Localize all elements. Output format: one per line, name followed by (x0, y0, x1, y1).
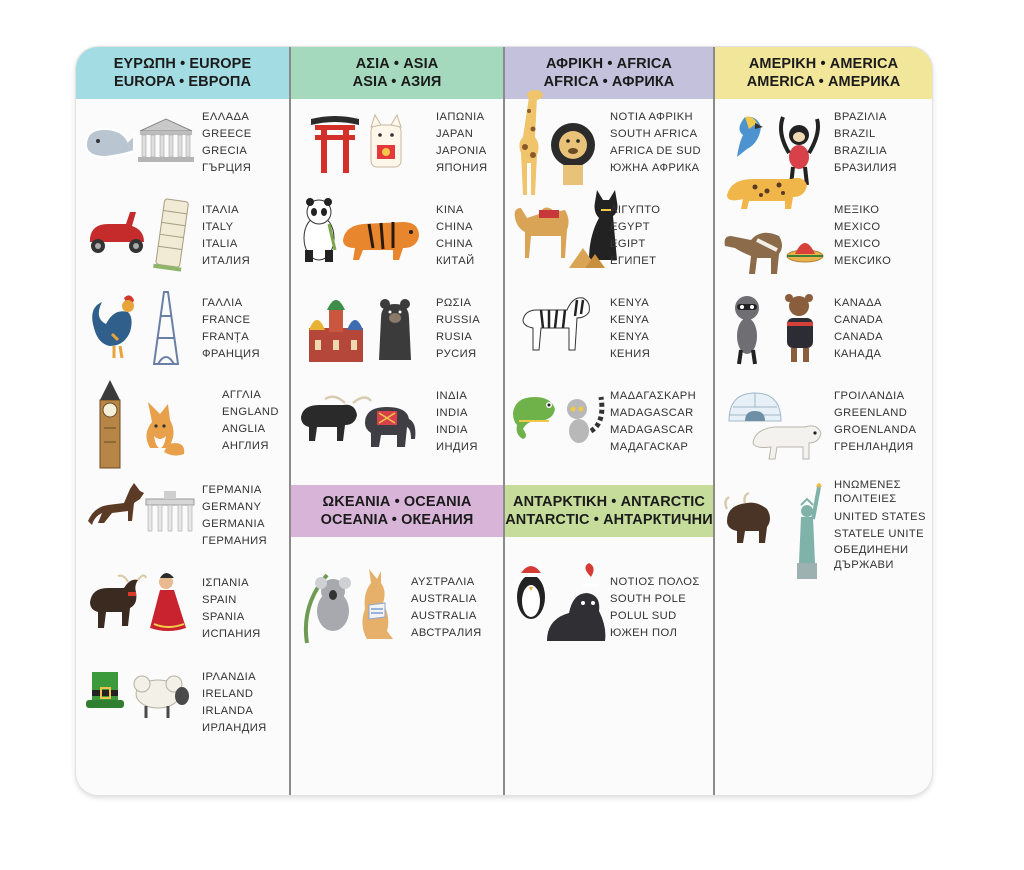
zebra-icon (523, 298, 589, 350)
country-name: CANADA (834, 331, 884, 343)
torii-gate-icon (311, 116, 359, 173)
country-name: GRECIA (202, 145, 248, 157)
america-header (715, 47, 932, 99)
kangaroo-icon (362, 569, 393, 639)
country-name: ОБЕДИНЕНИ ДЪРЖАВИ (834, 544, 909, 571)
scooter-icon (90, 212, 144, 253)
country-name: JAPAN (436, 128, 474, 140)
country-name: KENYA (610, 331, 650, 343)
country-name: ITALIA (202, 238, 238, 250)
rooster-icon (92, 295, 134, 358)
chameleon-icon (513, 397, 555, 439)
country-name: CANADA (834, 314, 884, 326)
country-name: ИСПАНИЯ (202, 628, 261, 640)
eiffel-tower-icon (154, 292, 178, 364)
oceania-header (291, 485, 503, 537)
country-name: ГЪРЦИЯ (202, 162, 252, 174)
country-name: GERMANIA (202, 518, 265, 530)
polar-bear-icon (753, 426, 821, 459)
country-name: AUSTRALIA (411, 593, 477, 605)
country-name: IRELAND (202, 688, 254, 700)
jaguar-icon (727, 178, 807, 209)
country-name: ITALY (202, 221, 234, 233)
country-name: SOUTH AFRICA (610, 128, 698, 140)
country-name: ГРЕНЛАНДИЯ (834, 441, 914, 453)
country-name: CHINA (436, 238, 473, 250)
penguin-icon (517, 566, 545, 619)
country-name: ΜΕΞΙΚΟ (834, 204, 880, 216)
column-divider (503, 47, 505, 795)
country-name: AFRICA DE SUD (610, 145, 701, 157)
continents-chart (76, 47, 932, 795)
country-name: JAPONIA (436, 145, 487, 157)
country-name: MADAGASCAR (610, 407, 694, 419)
country-name: ΙΝΔΙΑ (436, 390, 468, 402)
country-name: UNITED STATES (834, 511, 926, 523)
sombrero-icon (787, 243, 823, 262)
country-name: ИТАЛИЯ (202, 255, 251, 267)
country-name: ΓΡΟΙΛΑΝΔΙΑ (834, 390, 905, 402)
leprechaun-hat-icon (86, 672, 124, 708)
country-name: МЕКСИКО (834, 255, 892, 267)
country-name: ΑΓΓΛΙΑ (222, 389, 262, 401)
st-basils-cathedral-icon (309, 300, 363, 362)
country-name: ΒΡΑΖΙΛΙΑ (834, 111, 887, 123)
country-name: ГЕРМАНИЯ (202, 535, 268, 547)
country-name: GROENLANDA (834, 424, 917, 436)
header-line: OCEANIA • ОКЕАНИЯ (320, 512, 474, 528)
country-name: POLUL SUD (610, 610, 677, 622)
header-line: ΑΜΕΡΙΚΗ • AMERICA (748, 56, 899, 72)
pisa-tower-icon (153, 198, 190, 271)
country-name: КАНАДА (834, 348, 882, 360)
country-name: ЮЖЕН ПОЛ (610, 627, 678, 639)
igloo-icon (729, 393, 781, 421)
whale-icon (86, 129, 134, 157)
country-name: SPANIA (202, 611, 245, 623)
koala-icon (306, 575, 351, 643)
column-divider (289, 47, 291, 795)
country-name: BRAZILIA (834, 145, 887, 157)
header-line: AFRICA • АФРИКА (543, 74, 675, 90)
header-line: EUROPA • ΕΒΡΟΠΑ (113, 74, 252, 90)
country-name: INDIA (436, 424, 468, 436)
country-name: АНГЛИЯ (222, 440, 269, 452)
antarctic-header (505, 485, 713, 537)
lucky-cat-icon (371, 115, 401, 167)
country-name: AUSTRALIA (411, 610, 477, 622)
country-name: GREENLAND (834, 407, 908, 419)
header-line: ΑΝΤΑΡΚΤΙΚΗ • ANTARCTIC (513, 494, 705, 510)
tiger-icon (343, 222, 419, 260)
big-ben-icon (100, 380, 120, 468)
country-name: SOUTH POLE (610, 593, 687, 605)
country-name: GERMANY (202, 501, 262, 513)
column-divider (713, 47, 715, 795)
country-name: STATELE UNITE (834, 528, 924, 540)
country-name: АВСТРАЛИЯ (411, 627, 482, 639)
country-name: ΙΣΠΑΝΙΑ (202, 577, 250, 589)
country-name: BRAZIL (834, 128, 876, 140)
country-name: БРАЗИЛИЯ (834, 162, 897, 174)
country-name: ИРЛАНДИЯ (202, 722, 267, 734)
country-name: ΙΤΑΛΙΑ (202, 204, 240, 216)
country-name: ΗΝΩΜΕΝΕΣ ΠΟΛΙΤΕΙΕΣ (834, 479, 901, 505)
statue-of-liberty-icon (797, 483, 822, 579)
flamenco-dancer-icon (150, 573, 186, 631)
country-name: ΝΟΤΙΟΣ ΠΟΛΟΣ (610, 576, 700, 588)
country-name: ΑΥΣΤΡΑΛΙΑ (411, 576, 475, 588)
country-name: FRANȚA (202, 331, 250, 343)
country-name: ΓΕΡΜΑΝΙΑ (202, 484, 262, 496)
country-name: IRLANDA (202, 705, 254, 717)
seal-icon (547, 563, 605, 641)
country-name: ФРАНЦИЯ (202, 348, 260, 360)
country-name: SPAIN (202, 594, 237, 606)
country-name: ΑΙΓΥΠΤΟ (610, 204, 661, 216)
panda-icon (304, 198, 335, 262)
country-name: ЕГИПЕТ (610, 255, 657, 267)
bear-icon (379, 299, 411, 360)
header-line: ΑΦΡΙΚΗ • AFRICA (545, 56, 673, 72)
header-line: ΩΚΕΑΝΙΑ • OCEANIA (322, 494, 472, 510)
header-line: ΕΥΡΩΠΗ • EUROPE (113, 56, 252, 72)
country-name: ΙΡΛΑΝΔΙΑ (202, 671, 256, 683)
header-line: ASIA • АЗИЯ (352, 74, 442, 90)
country-name: КИТАЙ (436, 255, 475, 267)
giraffe-icon (519, 90, 543, 195)
country-name: ENGLAND (222, 406, 279, 418)
country-name: МАДАГАСКАР (610, 441, 689, 453)
anteater-icon (725, 233, 782, 274)
country-name: РУСИЯ (436, 348, 477, 360)
sheep-icon (134, 676, 189, 718)
elephant-icon (365, 407, 415, 447)
country-name: RUSSIA (436, 314, 481, 326)
country-name: MADAGASCAR (610, 424, 694, 436)
bison-icon (725, 493, 770, 543)
header-line: ANTARCTIC • АНТАРКТИЧНИ (505, 512, 713, 528)
country-name: ΕΛΛΑΔΑ (202, 111, 250, 123)
parrot-icon (737, 117, 763, 157)
moose-icon (785, 294, 813, 362)
camel-icon (515, 207, 569, 258)
country-name: ΚΙΝΑ (436, 204, 464, 216)
country-name: ЯПОНИЯ (436, 162, 488, 174)
country-name: ЮЖНА АФРИКА (610, 162, 700, 174)
raccoon-icon (735, 296, 759, 364)
country-name: GREECE (202, 128, 252, 140)
brandenburg-gate-icon (146, 491, 194, 531)
country-name: EGYPT (610, 221, 650, 233)
header-line: AMERICA • АМЕРИКА (746, 74, 901, 90)
country-name: KENYA (610, 314, 650, 326)
dog-icon (88, 483, 144, 525)
country-name: ИНДИЯ (436, 441, 478, 453)
bull-icon (90, 575, 146, 628)
country-name: ΚΕΝΥΑ (610, 297, 650, 309)
monkey-icon (781, 117, 818, 185)
header-line: ΑΣΙΑ • ASIA (355, 56, 439, 72)
parthenon-icon (138, 119, 194, 162)
country-name: MEXICO (834, 221, 881, 233)
lion-icon (551, 123, 595, 185)
country-name: RUSIA (436, 331, 473, 343)
country-name: MEXICO (834, 238, 881, 250)
country-name: ΝΟΤΙΑ ΑΦΡΙΚΗ (610, 111, 694, 123)
country-name: ΚΑΝΑΔΑ (834, 297, 882, 309)
country-name: ΡΩΣΙΑ (436, 297, 472, 309)
europe-header (76, 47, 289, 99)
country-name: КЕНИЯ (610, 348, 651, 360)
country-name: FRANCE (202, 314, 251, 326)
country-name: ΓΑΛΛΙΑ (202, 297, 243, 309)
country-name: ΙΑΠΩΝΙΑ (436, 111, 485, 123)
asia-header (291, 47, 503, 99)
water-buffalo-icon (301, 397, 371, 441)
fox-icon (146, 402, 184, 456)
lemur-icon (567, 397, 602, 443)
country-name: INDIA (436, 407, 468, 419)
country-name: EGIPT (610, 238, 646, 250)
country-name: ANGLIA (222, 423, 266, 435)
country-name: ΜΑΔΑΓΑΣΚΑΡΗ (610, 390, 697, 402)
country-name: CHINA (436, 221, 473, 233)
